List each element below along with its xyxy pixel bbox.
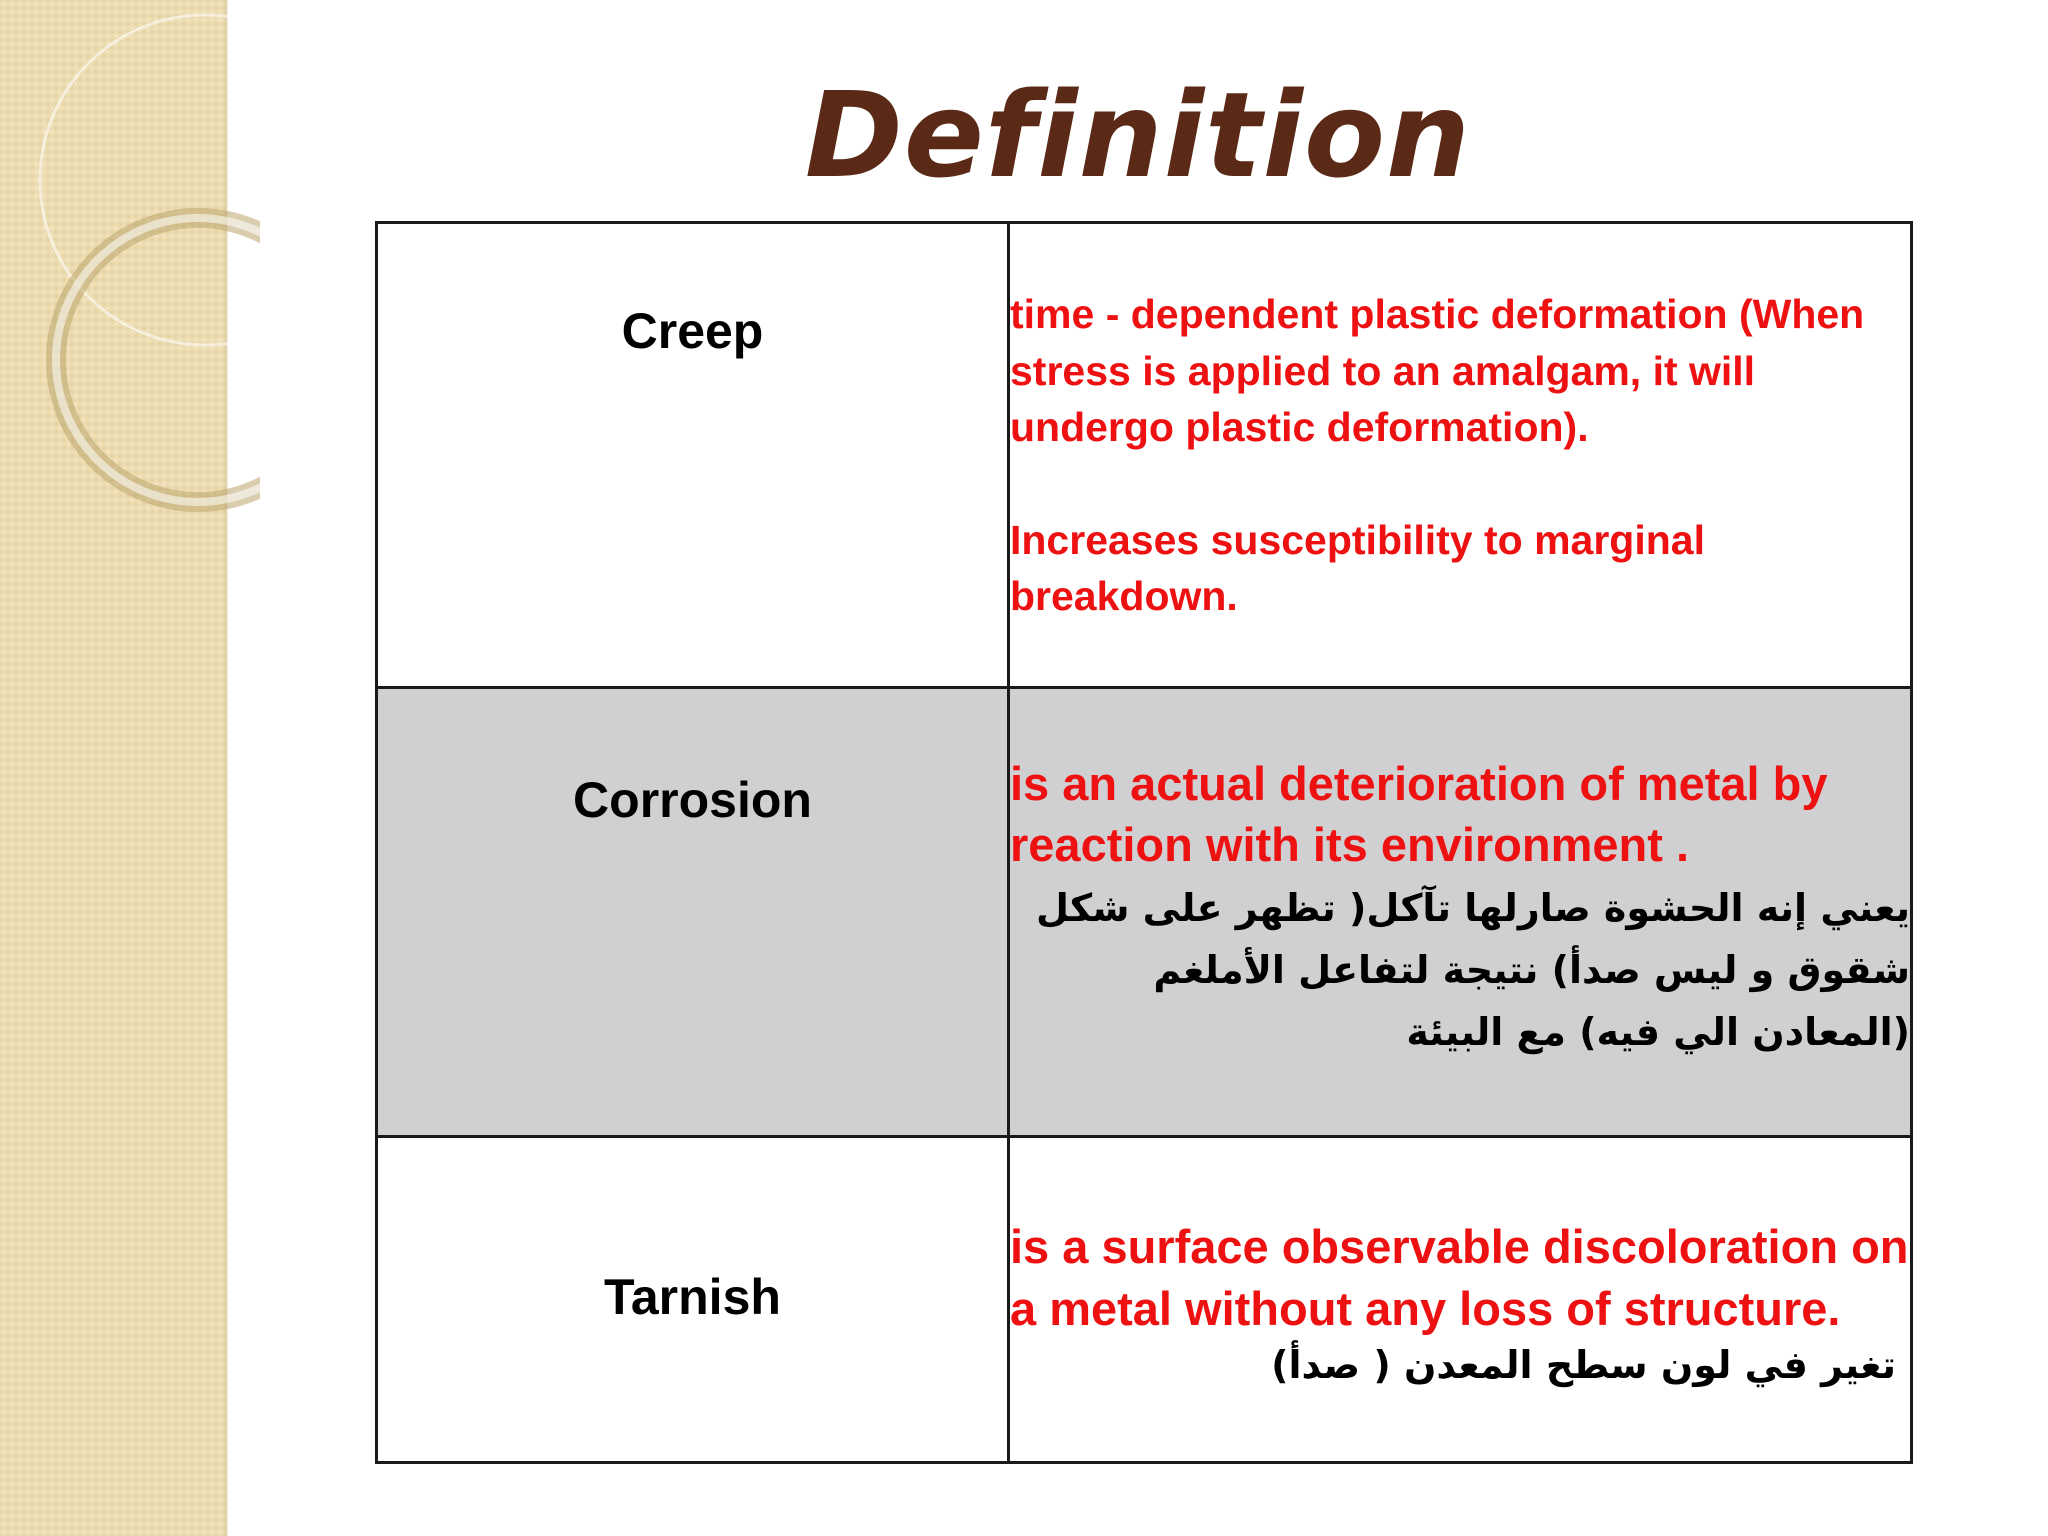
definition-creep-main: time - dependent plastic deformation (When stress is applied to an amalgam, it will undergo plastic deformation).	[1010, 291, 1865, 450]
table-row-corrosion	[377, 688, 1912, 1137]
definition-cell	[1009, 1137, 1912, 1463]
term-corrosion: Corrosion	[573, 772, 812, 828]
arabic-note-corrosion: يعني إنه الحشوة صارلها تآكل( تظهر على شكل شقوق و ليس صدأ) نتيجة لتفاعل الأملغم (المعادن الي فيه) مع البيئة	[1036, 886, 1910, 1054]
definition-tarnish: is a surface observable discoloration on a metal without any loss of structure.	[1010, 1220, 1909, 1335]
definition-corrosion: is an actual deterioration of metal by reaction with its environment .	[1010, 757, 1828, 871]
arabic-note-tarnish: تغير في لون سطح المعدن ( صدأ)	[1271, 1343, 1896, 1387]
term-cell	[377, 1137, 1009, 1463]
definition-creep-note: Increases susceptibility to marginal breakdown.	[1010, 516, 1705, 619]
term-creep: Creep	[621, 303, 764, 359]
term-cell	[377, 223, 1009, 688]
decorative-rings	[0, 0, 260, 520]
slide-title: Definition	[804, 66, 1472, 204]
term-cell	[377, 688, 1009, 1137]
definitions-table	[375, 221, 1913, 1464]
definition-cell	[1009, 223, 1912, 688]
table-row-creep	[377, 223, 1912, 688]
table-row-tarnish	[377, 1137, 1912, 1463]
definition-cell	[1009, 688, 1912, 1137]
term-tarnish: Tarnish	[604, 1269, 781, 1325]
